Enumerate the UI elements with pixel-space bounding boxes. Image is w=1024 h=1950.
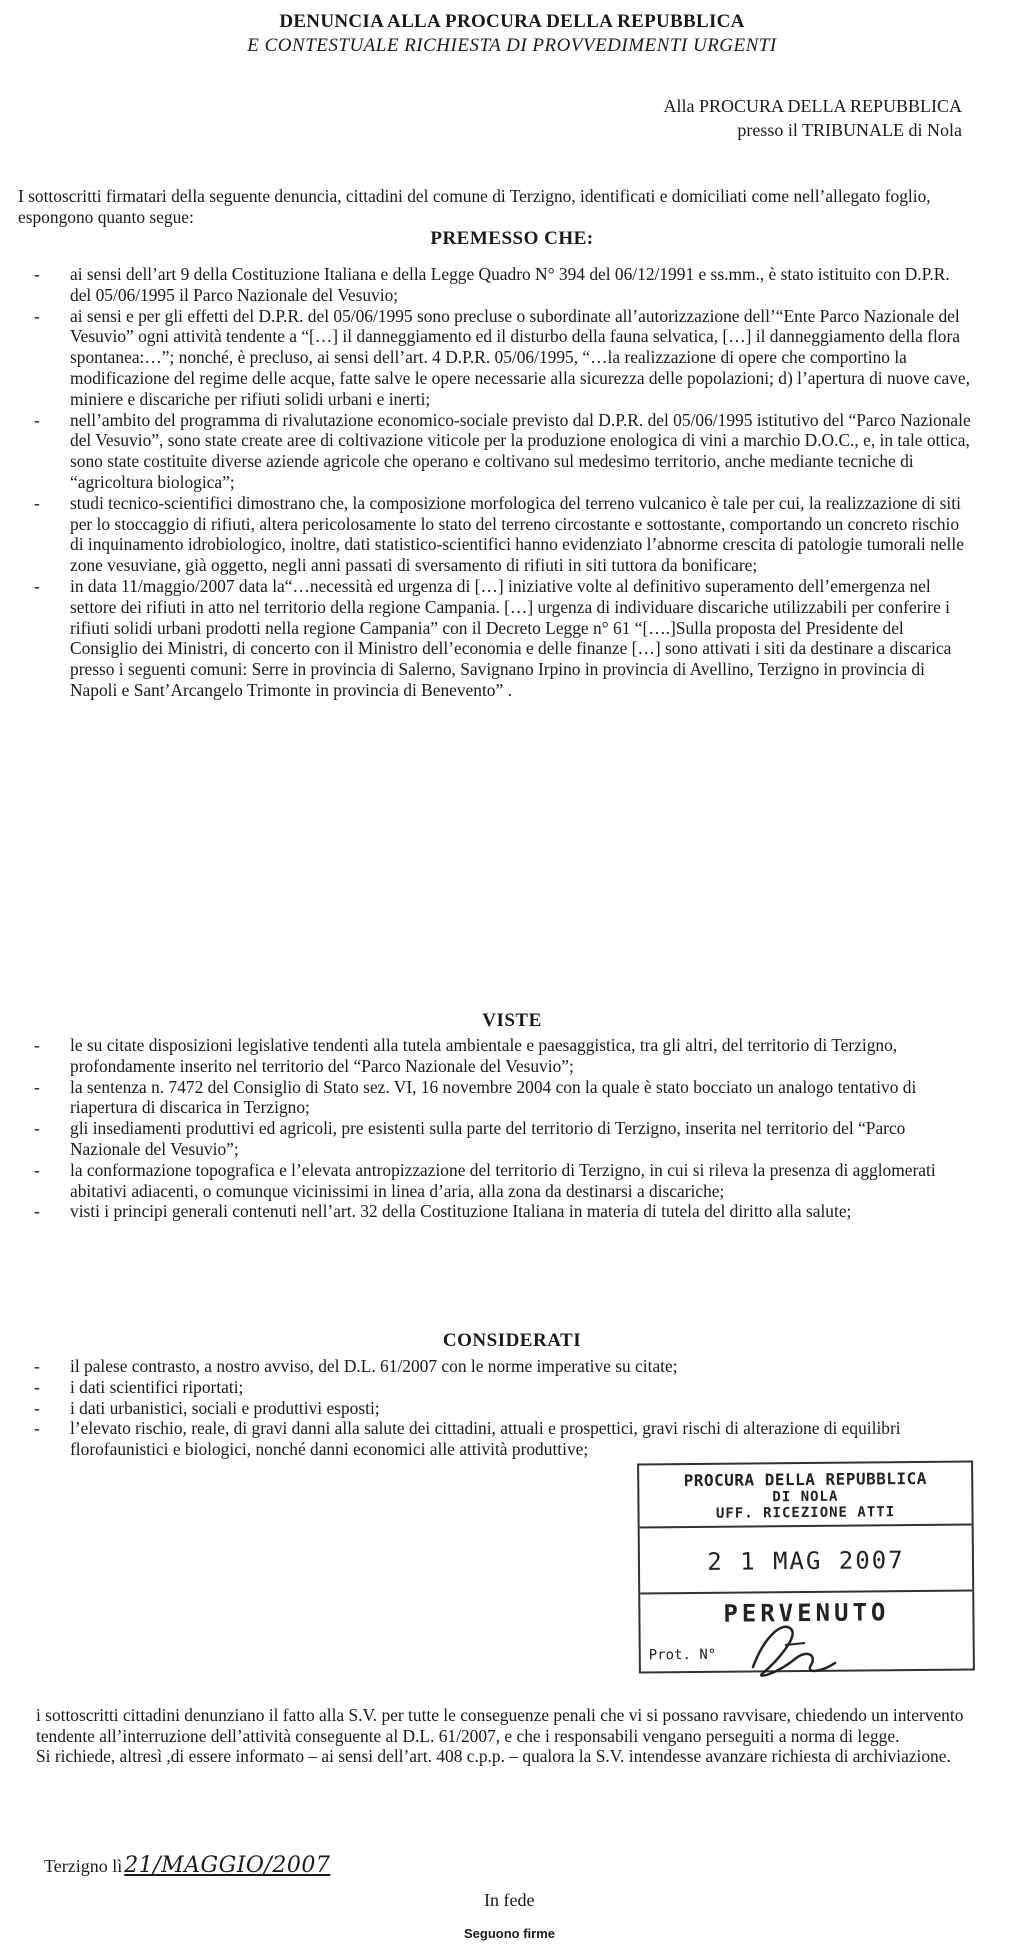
bullet-dash: - (34, 1356, 40, 1376)
stamp-protocol: Prot. N° (648, 1646, 717, 1664)
closing-paragraph-1: i sottoscritti cittadini denunziano il fatto alla S.V. per tutte le conseguenze penali che vi si possano ravvisare, chiedendo un intervento tendente all’interruzione dell’attività conseguente al D.L. 61/2007, e che i responsabili vengano perseguiti a norma di legge. (36, 1705, 964, 1746)
title-line-1: DENUNCIA ALLA PROCURA DELLA REPUBBLICA (279, 11, 745, 32)
place-date (44, 1853, 330, 1878)
list-item-text: gli insediamenti produttivi ed agricoli, pre esistenti sulla parte del territorio di Terzigno, inserita nel territorio del “Parco Nazionale del Vesuvio”; (70, 1118, 906, 1159)
list-item (34, 1356, 974, 1377)
addressee-line-2: presso il TRIBUNALE di Nola (737, 120, 962, 140)
stamp-date: 2 1 MAG 2007 (707, 1546, 905, 1576)
bullet-dash: - (34, 409, 40, 430)
heading-considerati: CONSIDERATI (442, 1330, 582, 1351)
bullet-dash: - (34, 1376, 40, 1397)
list-item-text: la conformazione topografica e l’elevata antropizzazione del territorio di Terzigno, in cui si rileva la presenza di agglomerati abitativi adiacenti, o comunque vicinissimi in linea d’aria, alla zona da destinarsi a discariche; (70, 1159, 936, 1201)
list-item-text: la sentenza n. 7472 del Consiglio di Stato sez. VI, 16 novembre 2004 con la quale è stato bocciato un analogo tentativo di riapertura di discarica in Terzigno; (70, 1076, 917, 1118)
document-title (0, 10, 1024, 58)
intro-paragraph: I sottoscritti firmatari della seguente denuncia, cittadini del comune di Terzigno, identificati e domiciliati come nell’allegato foglio, espongono quanto segue: (18, 186, 931, 227)
in-fede-label: In fede (484, 1890, 535, 1910)
list-item (34, 1035, 974, 1077)
list-item (34, 264, 974, 306)
list-item-text: studi tecnico-scientifici dimostrano che, la composizione morfologica del terreno vulcanico è tale per cui, la realizzazione di siti per lo stoccaggio di rifiuti, altera pericolosamente lo stato del terreno circostante e sottostante, comportando un concreto rischio di inquinamento idrobiologico, inoltre, dati statistico-scientifici hanno evidenziato l’abnorme crescita di patologie tumorali nelle zone vesuviane, già oggetto, negli anni passati di sversamento di rifiuti in siti tuttora da bonificare; (70, 492, 964, 576)
closing-paragraphs (36, 1705, 996, 1767)
addressee-block (663, 94, 962, 142)
list-item (34, 1118, 974, 1160)
handwritten-date: 21/MAGGIO/2007 (124, 1853, 331, 1878)
list-item-text: le su citate disposizioni legislative tendenti alla tutela ambientale e paesaggistica, tra gli altri, del territorio di Terzigno, profondamente inserito nel territorio del “Parco Nazionale del Vesuvio”; (70, 1035, 898, 1076)
bullet-dash: - (34, 1118, 40, 1139)
list-item-text: ai sensi e per gli effetti del D.P.R. del 05/06/1995 sono precluse o subordinate all’autorizzazione dell’“Ente Parco Nazionale del Vesuvio” ogni attività tendente a “[…] il danneggiamento ed il disturbo della fauna selvatica, […] il danneggiamento della flora spontanea:…”; nonché, è precluso, ai sensi dell’art. 4 D.P.R. 05/06/1995, “…la realizzazione di opere che comportino la modificazione del regime delle acque, fatte salve le opere necessarie alla sicurezza delle popolazioni; d) l’apertura di nuove cave, miniere e discariche per rifiuti solidi urbani e inerti; (70, 305, 970, 409)
bullet-dash: - (34, 1201, 40, 1222)
bullet-dash: - (34, 1418, 40, 1439)
heading-premesso: PREMESSO CHE: (430, 228, 594, 249)
list-item (34, 410, 974, 493)
list-item (34, 1201, 974, 1222)
list-item-text: i dati urbanistici, sociali e produttivi esposti; (70, 1397, 380, 1418)
viste-list (34, 1035, 974, 1222)
closing-paragraph-2: Si richiede, altresì ,di essere informato – ai sensi dell’art. 408 c.p.p. – qualora la S.V. intendesse avanzare richiesta di archiviazione. (36, 1746, 951, 1766)
bullet-dash: - (34, 1397, 40, 1418)
considerati-list (34, 1356, 974, 1460)
list-item-text: il palese contrasto, a nostro avviso, del D.L. 61/2007 con le norme imperative su citate; (70, 1356, 678, 1376)
bullet-dash: - (34, 1076, 40, 1097)
bullet-dash: - (34, 1159, 40, 1180)
list-item-text: in data 11/maggio/2007 data la“…necessità ed urgenza di […] iniziative volte al definitivo superamento dell’emergenza nel settore dei rifiuti in atto nel territorio della regione Campania. […] urgenza di individuare discariche utilizzabili per conferire i rifiuti solidi urbani prodotti nella regione Campania” con il Decreto Legge n° 61 “[….]Sulla proposta del Presidente del Consiglio dei Ministri, di concerto con il Ministro dell’economia e delle finanze […] sono attivati i siti da destinare a discarica presso i seguenti comuni: Serre in provincia di Salerno, Savignano Irpino in provincia di Avellino, Terzigno in provincia di Napoli e Sant’Arcangelo Trimonte in provincia di Benevento” . (70, 575, 952, 700)
bullet-dash: - (34, 492, 40, 513)
stamp-line-3: UFF. RICEZIONE ATTI (639, 1504, 971, 1529)
place-label: Terzigno lì (44, 1856, 123, 1876)
addressee-line-1: Alla PROCURA DELLA REPUBBLICA (663, 96, 962, 116)
list-item-text: nell’ambito del programma di rivalutazione economico-sociale previsto dal D.P.R. del 05/06/1995 istitutivo del “Parco Nazionale del Vesuvio”, sono state create aree di coltivazione viticole per la produzione enologica di vini a marchio D.O.C., e, in tale ottica, sono state costituite diverse aziende agricole che operano e coltivano sul medesimo territorio, anche mediante tecniche di “agricoltura biologica”; (70, 409, 971, 492)
heading-viste: VISTE (482, 1010, 542, 1031)
premesso-list (34, 264, 974, 701)
list-item-text: l’elevato rischio, reale, di gravi danni alla salute dei cittadini, attuali e prospettici, gravi rischi di alterazione di equilibri florofaunistici e biologici, nonché danni economici alle attività produttive; (70, 1418, 901, 1460)
stamp-line-1: PROCURA DELLA REPUBBLICA (683, 1468, 927, 1491)
list-item (34, 493, 974, 576)
list-item-text: ai sensi dell’art 9 della Costituzione Italiana e della Legge Quadro N° 394 del 06/12/1991 e ss.mm., è stato istituito con D.P.R. del 05/06/1995 il Parco Nazionale del Vesuvio; (70, 264, 950, 305)
list-item (34, 306, 974, 410)
stamp-status: PERVENUTO (640, 1590, 972, 1629)
bullet-dash: - (34, 305, 40, 326)
seguono-firme-label: Seguono firme (464, 1926, 556, 1941)
bullet-dash: - (34, 1035, 40, 1055)
list-item (34, 1160, 974, 1202)
list-item-text: i dati scientifici riportati; (70, 1376, 244, 1397)
bullet-dash: - (34, 264, 40, 284)
list-item (34, 576, 974, 701)
list-item (34, 1077, 974, 1119)
list-item (34, 1377, 974, 1398)
stamp-line-2: DI NOLA (772, 1488, 839, 1506)
list-item (34, 1398, 974, 1419)
bullet-dash: - (34, 575, 40, 596)
list-item-text: visti i principi generali contenuti nell’art. 32 della Costituzione Italiana in materia di tutela del diritto alla salute; (70, 1201, 852, 1222)
list-item (34, 1418, 974, 1460)
signature-scribble-icon (735, 1615, 845, 1685)
title-line-2: E CONTESTUALE RICHIESTA DI PROVVEDIMENTI URGENTI (247, 35, 777, 56)
